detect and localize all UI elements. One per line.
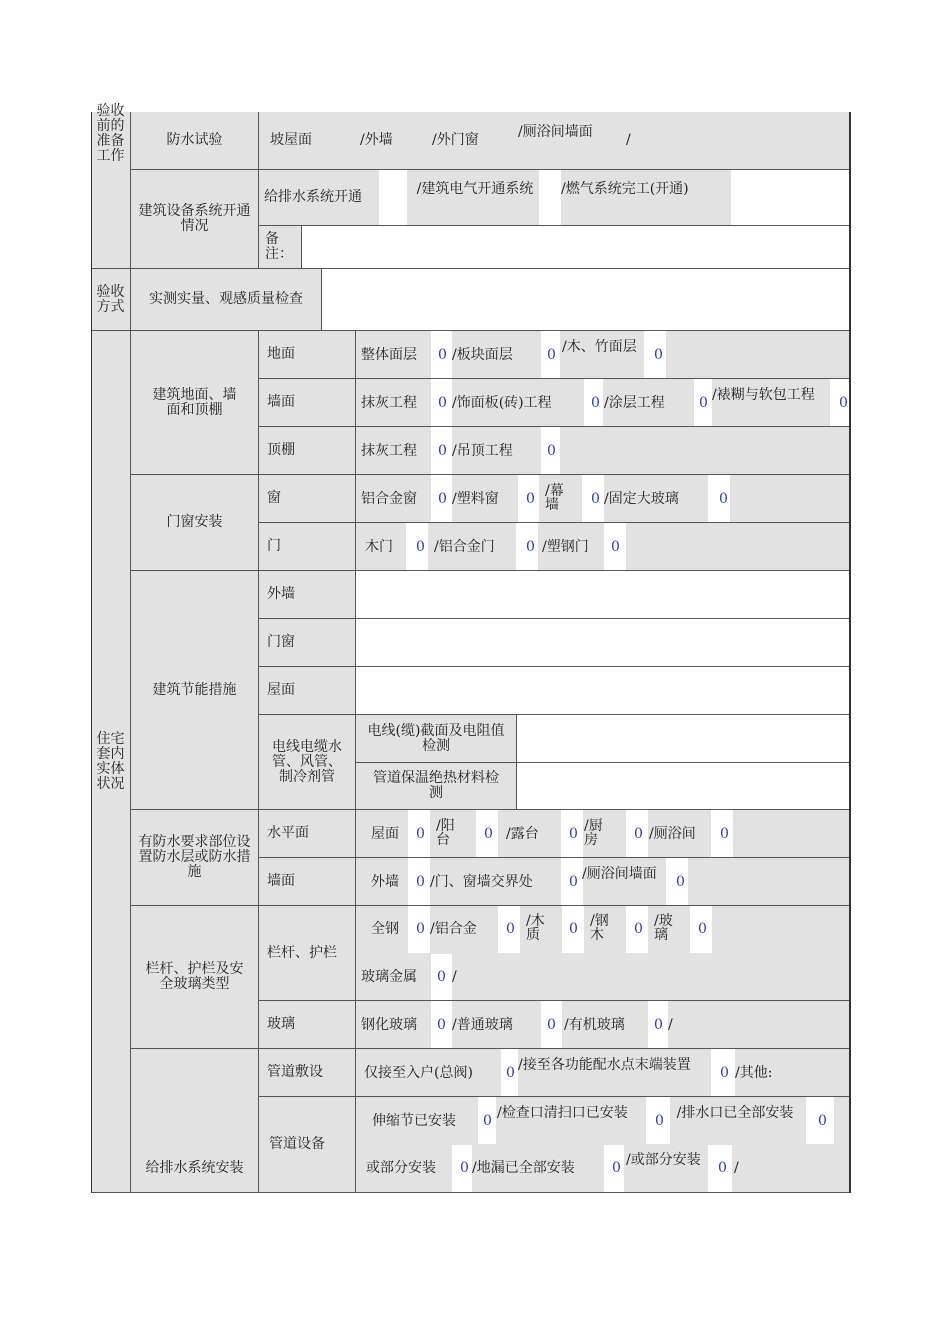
energy-pipes-label: 电线电缆水管、风管、制冷剂管 (259, 715, 356, 810)
table-left-border (91, 112, 92, 1193)
waterproof-layer-label: 有防水要求部位设置防水层或防水措施 (131, 810, 259, 906)
glass-label: 玻璃 (259, 1001, 356, 1049)
energy-roof-field[interactable] (356, 667, 850, 715)
method-value: 实测实量、观感质量检查 (131, 269, 322, 331)
wp-wall-options: 外墙 0 /门、窗墙交界处 0 /厕浴间墙面 0 (356, 858, 850, 906)
wall-label: 墙面 (259, 379, 356, 427)
plumbing-label: 给排水系统安装 (131, 1049, 259, 1193)
opt-slope-roof: 坡屋面 (270, 132, 312, 148)
opt-electric-system: /建筑电气开通系统 (416, 181, 534, 197)
rail-options: 全钢 0 /铝合金 0 /木质 0 /钢木 0 /玻璃 0 玻璃金属 0 / (356, 906, 850, 1001)
energy-window-label: 门窗 (259, 619, 356, 667)
wp-wall-label: 墙面 (259, 858, 356, 906)
opt-water-system: 给排水系统开通 (264, 189, 362, 205)
pipe-check-field[interactable] (517, 763, 850, 810)
equipment-note-label: 备注： (259, 226, 302, 269)
pipe-check-label: 管道保温绝热材料检测 (356, 763, 517, 810)
doors-windows-label: 门窗安装 (131, 475, 259, 571)
horizontal-label: 水平面 (259, 810, 356, 858)
cable-check-field[interactable] (517, 715, 850, 763)
side-label-method: 验收方式 (91, 269, 131, 331)
equipment-note-field[interactable] (302, 226, 850, 269)
opt-gas-system: /燃气系统完工(开通) (561, 181, 689, 197)
pipe-laying-options: 仅接至入户(总阀) 0 /接至各功能配水点末端装置 0 /其他: (356, 1049, 850, 1097)
door-label: 门 (259, 523, 356, 571)
side-label-pre (91, 103, 131, 269)
ceiling-label: 顶棚 (259, 427, 356, 475)
energy-window-field[interactable] (356, 619, 850, 667)
pipe-equip-label: 管道设备 (259, 1097, 356, 1193)
method-blank (322, 269, 850, 331)
pipe-laying-label: 管道敷设 (259, 1049, 356, 1097)
horizontal-options: 屋面 0 /阳台 0 /露台 0 /厨房 0 /厕浴间 0 (356, 810, 850, 858)
ground-options: 整体面层 0 /板块面层 0 /木、竹面层 0 (356, 331, 850, 379)
glass-options: 钢化玻璃 0 /普通玻璃 0 /有机玻璃 0 / (356, 1001, 850, 1049)
side-label-house: 住宅套内实体状况 (91, 331, 131, 1193)
floor-wall-ceiling-label: 建筑地面、墙面和顶棚 (131, 331, 259, 475)
opt-outer-wall: /外墙 (360, 132, 393, 148)
side-pre-text: 验收前的准备工作 (96, 103, 125, 164)
ground-label: 地面 (259, 331, 356, 379)
railing-label: 栏杆、护栏及安全玻璃类型 (131, 906, 259, 1049)
waterproof-test-label: 防水试验 (131, 112, 259, 170)
pipe-equip-options: 伸缩节已安装 0 /检查口清扫口已安装 0 /排水口已全部安装 0 或部分安装 0 /地漏已全部安装 0 /或部分安装 0 / (356, 1097, 850, 1193)
opt-outer-window: /外门窗 (432, 132, 479, 148)
window-label: 窗 (259, 475, 356, 523)
energy-outer-wall-label: 外墙 (259, 571, 356, 619)
cable-check-label: 电线(缆)截面及电阻值检测 (356, 715, 517, 763)
equipment-system-label: 建筑设备系统开通情况 (131, 170, 259, 269)
energy-saving-label: 建筑节能措施 (131, 571, 259, 810)
window-options: 铝合金窗 0 /塑料窗 0 /幕墙 0 /固定大玻璃 0 (356, 475, 850, 523)
opt-bathroom-wall: /厕浴间墙面 (518, 124, 593, 140)
opt-slash: / (626, 132, 631, 148)
waterproof-test-options (259, 112, 850, 170)
door-options: 木门 0 /铝合金门 0 /塑钢门 0 (356, 523, 850, 571)
wall-options: 抹灰工程 0 /饰面板(砖)工程 0 /涂层工程 0 /裱糊与软包工程 0 (356, 379, 850, 427)
ceiling-options: 抹灰工程 0 /吊顶工程 0 (356, 427, 850, 475)
equipment-system-options (259, 170, 850, 226)
energy-outer-wall-field[interactable] (356, 571, 850, 619)
energy-roof-label: 屋面 (259, 667, 356, 715)
rail-label: 栏杆、护栏 (259, 906, 356, 1001)
table-right-border (849, 112, 851, 1193)
